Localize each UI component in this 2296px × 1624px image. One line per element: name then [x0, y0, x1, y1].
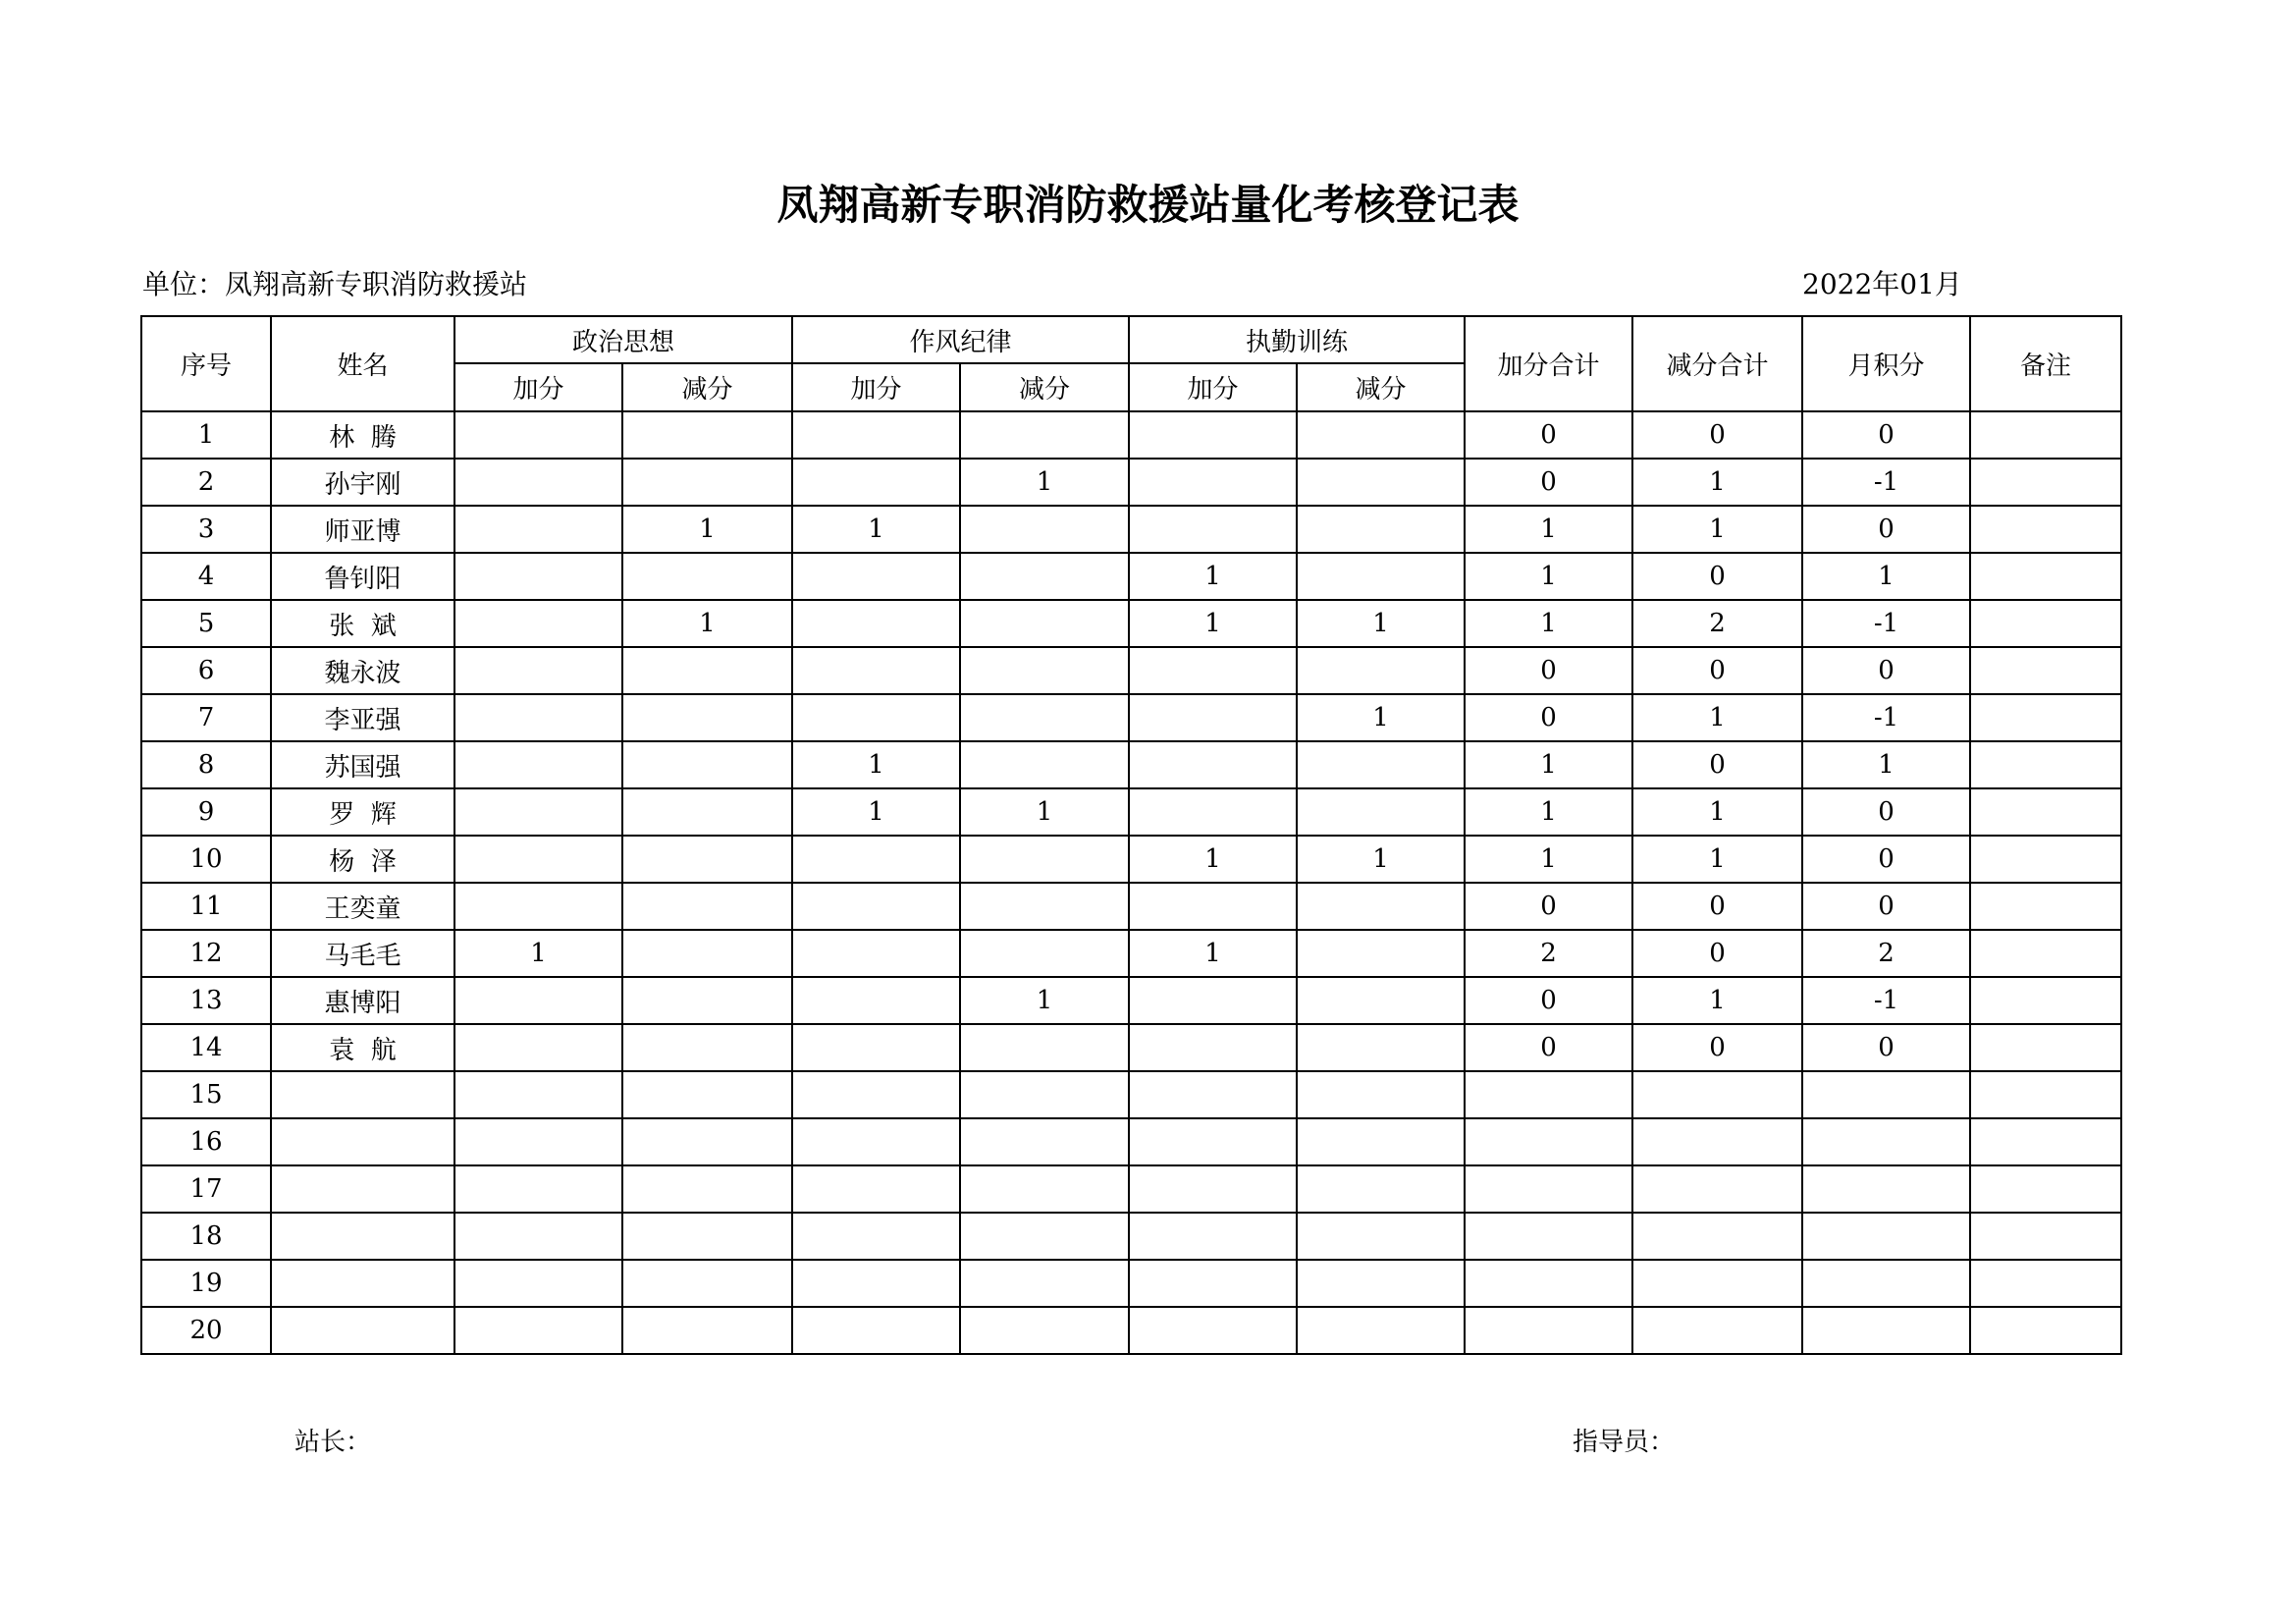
cell-training-add: 1 — [1129, 553, 1297, 600]
cell-seq: 18 — [141, 1213, 271, 1260]
cell-sub-total — [1632, 1213, 1802, 1260]
cell-discipline-sub — [960, 553, 1129, 600]
table-row — [141, 1213, 2121, 1260]
cell-sub-total — [1632, 1118, 1802, 1165]
table-row — [141, 788, 2121, 836]
cell-discipline-add — [792, 459, 960, 506]
cell-training-sub — [1297, 1024, 1465, 1071]
table-row — [141, 1071, 2121, 1118]
cell-monthly-score: -1 — [1802, 977, 1970, 1024]
cell-monthly-score — [1802, 1118, 1970, 1165]
cell-sub-total: 1 — [1632, 788, 1802, 836]
cell-discipline-sub — [960, 836, 1129, 883]
cell-training-sub — [1297, 1213, 1465, 1260]
cell-add-total — [1465, 1118, 1632, 1165]
cell-sub-total: 1 — [1632, 977, 1802, 1024]
cell-political-sub — [622, 1024, 792, 1071]
header-training-sub: 减分 — [1297, 363, 1465, 411]
table-row — [141, 600, 2121, 647]
cell-seq: 14 — [141, 1024, 271, 1071]
cell-monthly-score: 1 — [1802, 741, 1970, 788]
cell-remarks — [1970, 836, 2121, 883]
cell-training-add — [1129, 1071, 1297, 1118]
cell-political-add — [454, 741, 622, 788]
cell-sub-total: 0 — [1632, 553, 1802, 600]
cell-training-add — [1129, 1118, 1297, 1165]
cell-name: 魏永波 — [271, 647, 454, 694]
cell-name: 师亚博 — [271, 506, 454, 553]
cell-political-add — [454, 1024, 622, 1071]
cell-training-add — [1129, 647, 1297, 694]
cell-political-sub — [622, 411, 792, 459]
table-row — [141, 1024, 2121, 1071]
cell-monthly-score: 0 — [1802, 883, 1970, 930]
cell-political-add — [454, 977, 622, 1024]
cell-training-add: 1 — [1129, 930, 1297, 977]
cell-political-add — [454, 883, 622, 930]
header-seq: 序号 — [141, 316, 271, 411]
cell-discipline-add — [792, 1024, 960, 1071]
cell-discipline-sub — [960, 411, 1129, 459]
cell-political-add — [454, 553, 622, 600]
cell-discipline-sub — [960, 741, 1129, 788]
cell-monthly-score: 2 — [1802, 930, 1970, 977]
cell-seq: 9 — [141, 788, 271, 836]
cell-discipline-add — [792, 977, 960, 1024]
cell-monthly-score: 0 — [1802, 788, 1970, 836]
cell-discipline-add: 1 — [792, 741, 960, 788]
cell-seq: 1 — [141, 411, 271, 459]
cell-discipline-add — [792, 600, 960, 647]
cell-discipline-add — [792, 1118, 960, 1165]
cell-add-total: 0 — [1465, 647, 1632, 694]
table-row — [141, 459, 2121, 506]
cell-training-add — [1129, 1024, 1297, 1071]
cell-discipline-sub — [960, 1260, 1129, 1307]
cell-remarks — [1970, 553, 2121, 600]
table-row — [141, 411, 2121, 459]
cell-discipline-add — [792, 1071, 960, 1118]
cell-political-add — [454, 1071, 622, 1118]
cell-training-sub — [1297, 647, 1465, 694]
cell-add-total: 1 — [1465, 741, 1632, 788]
cell-remarks — [1970, 977, 2121, 1024]
cell-political-add — [454, 1118, 622, 1165]
cell-name: 鲁钊阳 — [271, 553, 454, 600]
cell-training-sub: 1 — [1297, 836, 1465, 883]
cell-political-sub — [622, 553, 792, 600]
cell-name: 王奕童 — [271, 883, 454, 930]
cell-training-add — [1129, 883, 1297, 930]
cell-monthly-score — [1802, 1213, 1970, 1260]
header-training-add: 加分 — [1129, 363, 1297, 411]
cell-seq: 15 — [141, 1071, 271, 1118]
cell-political-add — [454, 694, 622, 741]
cell-remarks — [1970, 1071, 2121, 1118]
cell-sub-total: 1 — [1632, 506, 1802, 553]
table-row — [141, 836, 2121, 883]
cell-discipline-add — [792, 1307, 960, 1354]
assessment-table — [140, 315, 2122, 1355]
cell-sub-total: 0 — [1632, 1024, 1802, 1071]
cell-sub-total — [1632, 1071, 1802, 1118]
cell-add-total: 2 — [1465, 930, 1632, 977]
cell-seq: 17 — [141, 1165, 271, 1213]
cell-training-add: 1 — [1129, 836, 1297, 883]
cell-add-total: 0 — [1465, 459, 1632, 506]
cell-name: 李亚强 — [271, 694, 454, 741]
page-title: 凤翔高新专职消防救援站量化考核登记表 — [776, 181, 1520, 229]
cell-discipline-sub — [960, 647, 1129, 694]
cell-monthly-score — [1802, 1260, 1970, 1307]
header-political: 政治思想 — [454, 316, 792, 363]
cell-remarks — [1970, 1307, 2121, 1354]
cell-training-sub — [1297, 553, 1465, 600]
cell-political-sub — [622, 694, 792, 741]
cell-monthly-score — [1802, 1165, 1970, 1213]
cell-political-sub — [622, 1260, 792, 1307]
cell-discipline-sub — [960, 1165, 1129, 1213]
cell-remarks — [1970, 411, 2121, 459]
cell-training-add — [1129, 788, 1297, 836]
table-row — [141, 647, 2121, 694]
header-row — [141, 316, 2121, 363]
cell-training-sub — [1297, 1260, 1465, 1307]
cell-seq: 3 — [141, 506, 271, 553]
cell-add-total: 1 — [1465, 788, 1632, 836]
cell-discipline-sub — [960, 1118, 1129, 1165]
cell-political-sub — [622, 1165, 792, 1213]
header-monthly: 月积分 — [1802, 316, 1970, 411]
cell-seq: 6 — [141, 647, 271, 694]
cell-remarks — [1970, 1213, 2121, 1260]
cell-political-add — [454, 836, 622, 883]
cell-discipline-sub — [960, 1024, 1129, 1071]
cell-training-sub — [1297, 1165, 1465, 1213]
cell-remarks — [1970, 930, 2121, 977]
cell-remarks — [1970, 1024, 2121, 1071]
cell-training-add — [1129, 1213, 1297, 1260]
cell-monthly-score: 0 — [1802, 1024, 1970, 1071]
cell-training-sub — [1297, 977, 1465, 1024]
station-chief-label: 站长： — [294, 1428, 372, 1457]
cell-discipline-sub — [960, 1213, 1129, 1260]
cell-remarks — [1970, 788, 2121, 836]
cell-political-sub — [622, 836, 792, 883]
cell-training-sub — [1297, 1071, 1465, 1118]
cell-political-add — [454, 600, 622, 647]
cell-training-add — [1129, 694, 1297, 741]
cell-political-add — [454, 1165, 622, 1213]
cell-name: 惠博阳 — [271, 977, 454, 1024]
cell-discipline-sub: 1 — [960, 459, 1129, 506]
cell-political-sub — [622, 883, 792, 930]
cell-training-add — [1129, 1165, 1297, 1213]
cell-training-sub — [1297, 788, 1465, 836]
cell-discipline-add: 1 — [792, 788, 960, 836]
cell-discipline-sub — [960, 600, 1129, 647]
date-label: 2022年01月 — [1802, 268, 1962, 300]
cell-remarks — [1970, 741, 2121, 788]
cell-training-sub — [1297, 930, 1465, 977]
cell-add-total — [1465, 1165, 1632, 1213]
header-remarks: 备注 — [1970, 316, 2121, 411]
cell-political-add — [454, 459, 622, 506]
cell-training-sub — [1297, 741, 1465, 788]
cell-discipline-add — [792, 836, 960, 883]
table-row — [141, 1307, 2121, 1354]
cell-remarks — [1970, 647, 2121, 694]
cell-seq: 2 — [141, 459, 271, 506]
cell-seq: 5 — [141, 600, 271, 647]
cell-discipline-add — [792, 1165, 960, 1213]
cell-add-total: 1 — [1465, 506, 1632, 553]
cell-discipline-sub — [960, 930, 1129, 977]
cell-training-sub — [1297, 1118, 1465, 1165]
cell-discipline-sub — [960, 883, 1129, 930]
cell-monthly-score: 0 — [1802, 506, 1970, 553]
cell-training-sub — [1297, 883, 1465, 930]
cell-sub-total: 0 — [1632, 930, 1802, 977]
cell-sub-total: 1 — [1632, 836, 1802, 883]
cell-seq: 12 — [141, 930, 271, 977]
cell-discipline-sub — [960, 1307, 1129, 1354]
cell-name — [271, 1213, 454, 1260]
cell-sub-total — [1632, 1260, 1802, 1307]
cell-seq: 19 — [141, 1260, 271, 1307]
cell-add-total — [1465, 1071, 1632, 1118]
cell-discipline-add — [792, 1260, 960, 1307]
header-name: 姓名 — [271, 316, 454, 411]
cell-training-add — [1129, 977, 1297, 1024]
cell-political-sub — [622, 741, 792, 788]
cell-discipline-add — [792, 883, 960, 930]
cell-discipline-sub — [960, 506, 1129, 553]
cell-remarks — [1970, 1118, 2121, 1165]
table-row — [141, 694, 2121, 741]
cell-add-total: 0 — [1465, 977, 1632, 1024]
cell-monthly-score — [1802, 1307, 1970, 1354]
cell-political-add — [454, 788, 622, 836]
cell-monthly-score: 1 — [1802, 553, 1970, 600]
cell-name — [271, 1307, 454, 1354]
cell-training-add — [1129, 506, 1297, 553]
cell-add-total: 0 — [1465, 1024, 1632, 1071]
cell-name — [271, 1118, 454, 1165]
cell-add-total: 1 — [1465, 836, 1632, 883]
table-row — [141, 1118, 2121, 1165]
cell-discipline-add — [792, 930, 960, 977]
cell-seq: 11 — [141, 883, 271, 930]
header-training: 执勤训练 — [1129, 316, 1465, 363]
cell-discipline-sub — [960, 694, 1129, 741]
cell-sub-total — [1632, 1307, 1802, 1354]
cell-training-sub — [1297, 411, 1465, 459]
table-row — [141, 930, 2121, 977]
cell-name: 马毛毛 — [271, 930, 454, 977]
cell-name — [271, 1165, 454, 1213]
cell-sub-total: 0 — [1632, 647, 1802, 694]
cell-political-sub — [622, 930, 792, 977]
table-row — [141, 883, 2121, 930]
cell-seq: 13 — [141, 977, 271, 1024]
cell-name: 袁 航 — [271, 1024, 454, 1071]
cell-political-sub — [622, 647, 792, 694]
cell-name — [271, 1071, 454, 1118]
cell-sub-total — [1632, 1165, 1802, 1213]
table-body — [141, 411, 2121, 1354]
header-discipline-sub: 减分 — [960, 363, 1129, 411]
cell-discipline-sub: 1 — [960, 977, 1129, 1024]
cell-name: 孙宇刚 — [271, 459, 454, 506]
cell-training-sub: 1 — [1297, 600, 1465, 647]
cell-remarks — [1970, 694, 2121, 741]
cell-name: 苏国强 — [271, 741, 454, 788]
cell-political-add — [454, 411, 622, 459]
cell-discipline-add — [792, 553, 960, 600]
instructor-label: 指导员： — [1573, 1428, 1676, 1457]
cell-seq: 20 — [141, 1307, 271, 1354]
cell-political-sub — [622, 788, 792, 836]
cell-seq: 10 — [141, 836, 271, 883]
cell-remarks — [1970, 1260, 2121, 1307]
cell-remarks — [1970, 459, 2121, 506]
table-row — [141, 1165, 2121, 1213]
cell-add-total — [1465, 1307, 1632, 1354]
cell-political-add: 1 — [454, 930, 622, 977]
cell-add-total: 1 — [1465, 553, 1632, 600]
cell-name: 张 斌 — [271, 600, 454, 647]
cell-remarks — [1970, 600, 2121, 647]
cell-political-sub — [622, 1071, 792, 1118]
header-sub-total: 减分合计 — [1632, 316, 1802, 411]
cell-seq: 7 — [141, 694, 271, 741]
cell-discipline-sub: 1 — [960, 788, 1129, 836]
cell-seq: 4 — [141, 553, 271, 600]
cell-discipline-add — [792, 411, 960, 459]
header-political-add: 加分 — [454, 363, 622, 411]
cell-monthly-score: 0 — [1802, 836, 1970, 883]
table-row — [141, 977, 2121, 1024]
cell-seq: 16 — [141, 1118, 271, 1165]
header-political-sub: 减分 — [622, 363, 792, 411]
unit-label: 单位：凤翔高新专职消防救援站 — [142, 268, 528, 300]
table-row — [141, 1260, 2121, 1307]
cell-discipline-add — [792, 694, 960, 741]
cell-name: 罗 辉 — [271, 788, 454, 836]
cell-training-add — [1129, 741, 1297, 788]
cell-training-sub — [1297, 506, 1465, 553]
cell-seq: 8 — [141, 741, 271, 788]
cell-political-add — [454, 506, 622, 553]
header-add-total: 加分合计 — [1465, 316, 1632, 411]
cell-political-add — [454, 1213, 622, 1260]
table-row — [141, 553, 2121, 600]
cell-sub-total: 1 — [1632, 694, 1802, 741]
cell-add-total — [1465, 1213, 1632, 1260]
cell-sub-total: 2 — [1632, 600, 1802, 647]
cell-political-sub — [622, 977, 792, 1024]
cell-training-add — [1129, 1307, 1297, 1354]
cell-monthly-score: -1 — [1802, 600, 1970, 647]
cell-training-add — [1129, 1260, 1297, 1307]
cell-monthly-score: -1 — [1802, 459, 1970, 506]
cell-add-total: 1 — [1465, 600, 1632, 647]
cell-training-sub — [1297, 459, 1465, 506]
cell-political-sub — [622, 1307, 792, 1354]
cell-training-sub — [1297, 1307, 1465, 1354]
cell-political-sub — [622, 459, 792, 506]
cell-training-sub: 1 — [1297, 694, 1465, 741]
cell-discipline-add — [792, 647, 960, 694]
cell-remarks — [1970, 883, 2121, 930]
cell-sub-total: 0 — [1632, 411, 1802, 459]
cell-discipline-add: 1 — [792, 506, 960, 553]
cell-add-total: 0 — [1465, 883, 1632, 930]
cell-political-sub: 1 — [622, 600, 792, 647]
table-row — [141, 741, 2121, 788]
cell-discipline-sub — [960, 1071, 1129, 1118]
cell-training-add — [1129, 411, 1297, 459]
cell-name: 林 腾 — [271, 411, 454, 459]
cell-remarks — [1970, 1165, 2121, 1213]
cell-sub-total: 0 — [1632, 741, 1802, 788]
cell-discipline-add — [792, 1213, 960, 1260]
cell-sub-total: 1 — [1632, 459, 1802, 506]
cell-name — [271, 1260, 454, 1307]
cell-training-add — [1129, 459, 1297, 506]
cell-monthly-score — [1802, 1071, 1970, 1118]
cell-monthly-score: 0 — [1802, 647, 1970, 694]
cell-monthly-score: -1 — [1802, 694, 1970, 741]
cell-political-sub: 1 — [622, 506, 792, 553]
cell-political-add — [454, 1260, 622, 1307]
cell-remarks — [1970, 506, 2121, 553]
cell-political-add — [454, 1307, 622, 1354]
cell-political-sub — [622, 1118, 792, 1165]
cell-monthly-score: 0 — [1802, 411, 1970, 459]
cell-add-total: 0 — [1465, 694, 1632, 741]
header-discipline: 作风纪律 — [792, 316, 1129, 363]
header-discipline-add: 加分 — [792, 363, 960, 411]
cell-political-sub — [622, 1213, 792, 1260]
cell-add-total — [1465, 1260, 1632, 1307]
cell-sub-total: 0 — [1632, 883, 1802, 930]
cell-training-add: 1 — [1129, 600, 1297, 647]
cell-add-total: 0 — [1465, 411, 1632, 459]
cell-name: 杨 泽 — [271, 836, 454, 883]
cell-political-add — [454, 647, 622, 694]
table-row — [141, 506, 2121, 553]
